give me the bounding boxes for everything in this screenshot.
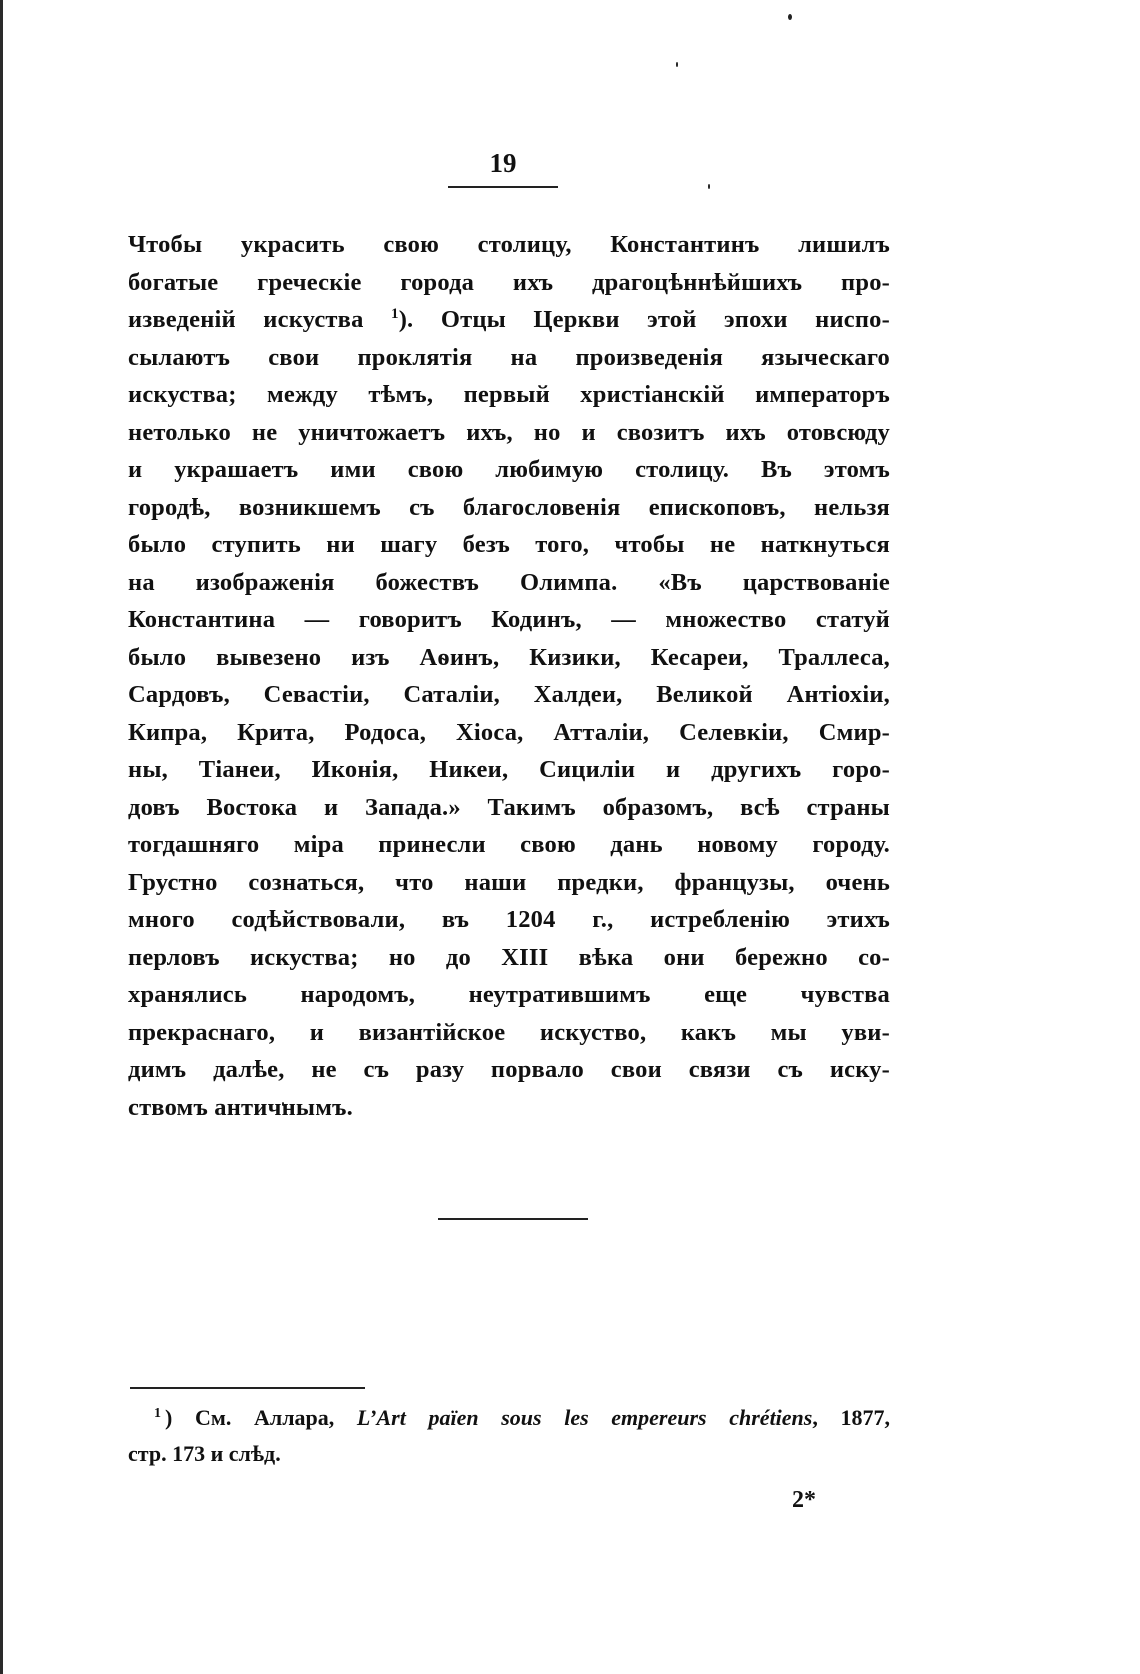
footnote-line: стр. 173 и слѣд. [128, 1441, 281, 1466]
text-line: довъ Востока и Запада.» Такимъ образомъ, всѣ страны [128, 793, 890, 821]
text-line: димъ далѣе, не съ разу порвало свои связи съ иску- [128, 1056, 890, 1083]
text-line: нетолько не уничтожаетъ ихъ, но и свозитъ ихъ отовсюду [128, 418, 890, 446]
text-line: Грустно сознаться, что наши предки, французы, очень [128, 868, 890, 896]
ink-speck [676, 62, 678, 67]
ink-speck [788, 14, 792, 20]
footnote-reference: 1 [391, 305, 399, 322]
footnote-suffix: , 1877, [812, 1405, 890, 1430]
text-line: Чтобы украсить свою столицу, Константинъ лишилъ [128, 231, 890, 258]
text-line [128, 301, 890, 339]
page-number-rule [448, 186, 558, 188]
text-line: Сардовъ, Севастіи, Саталіи, Халдеи, Великой Антіохіи, [128, 681, 890, 708]
text-line: городѣ, возникшемъ съ благословенія епископовъ, нельзя [128, 493, 890, 521]
text-fragment: ). Отцы Церкви этой эпохи ниспо- [398, 306, 890, 333]
text-line: прекраснаго, и византійское искуство, какъ мы уви- [128, 1018, 890, 1046]
signature-mark: 2* [792, 1487, 816, 1513]
footnote [128, 1400, 890, 1472]
footnote-book-title: L’Art païen sous les empereurs chrétiens [356, 1405, 813, 1430]
text-line: и украшаетъ ими свою любимую столицу. Въ этомъ [128, 456, 890, 483]
text-line: было вывезено изъ Аѳинъ, Кизики, Кесареи, Траллеса, [128, 643, 890, 671]
text-line: перловъ искуства; но до XIII вѣка они бережно со- [128, 943, 890, 971]
footnote-prefix: ) См. Аллара, [165, 1405, 357, 1430]
text-line: Константина — говоритъ Кодинъ, — множество статуй [128, 606, 890, 633]
text-line: ны, Тіанеи, Иконія, Никеи, Сициліи и другихъ горо- [128, 756, 890, 783]
section-end-rule [438, 1218, 588, 1220]
page-edge-border [0, 0, 3, 1674]
text-line: ствомъ античнымъ. [128, 1093, 353, 1121]
text-line: хранялись народомъ, неутратившимъ еще чувства [128, 981, 890, 1008]
text-line: искуства; между тѣмъ, первый христіанскій императоръ [128, 381, 890, 408]
footnote-separator [130, 1387, 365, 1389]
text-line: сылаютъ свои проклятія на произведенія языческаго [128, 343, 890, 371]
text-line: богатые греческіе города ихъ драгоцѣннѣйшихъ про- [128, 268, 890, 296]
text-line: много содѣйствовали, въ 1204 г., истребленію этихъ [128, 906, 890, 933]
footnote-line [128, 1400, 890, 1436]
page-number: 19 [489, 148, 517, 178]
main-paragraph [128, 226, 890, 1126]
text-line: было ступить ни шагу безъ того, чтобы не наткнуться [128, 531, 890, 558]
footnote-marker: 1 [154, 1405, 161, 1421]
text-line: на изображенія божествъ Олимпа. «Въ царствованіе [128, 568, 890, 596]
text-fragment: изведеній искуства [128, 306, 364, 333]
text-line: тогдашняго міра принесли свою дань новому городу. [128, 831, 890, 858]
ink-speck [708, 184, 710, 189]
text-line: Кипра, Крита, Родоса, Хіоса, Атталіи, Селевкіи, Смир- [128, 718, 890, 746]
